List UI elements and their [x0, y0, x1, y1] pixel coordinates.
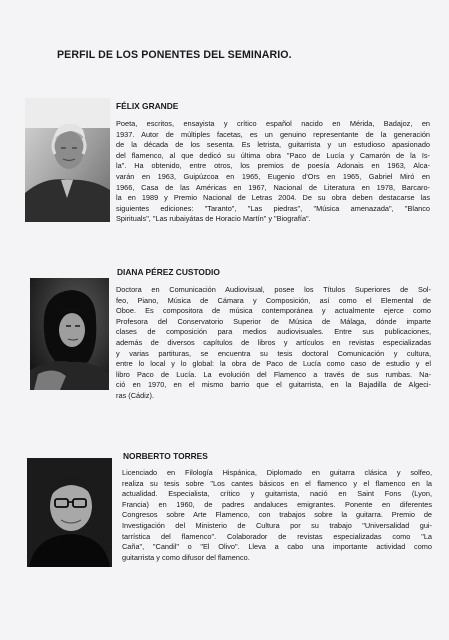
bio-line: Congresos sobre Arte Flamenco, con trabajos sobre la guitarra. Premio de [122, 510, 432, 520]
bio-line: de la década de los sesenta. Es letrista, guitarrista y un estudioso apasionado [116, 140, 430, 150]
bio-line: entre lo local y lo global: la obra de Paco de Lucía como caso de estudio y el [116, 359, 431, 369]
bio-line: realiza su tesis sobre "Los cantes básicos en el flamenco y el flamenco en la [122, 478, 432, 488]
speaker-name: NORBERTO TORRES [123, 451, 208, 461]
bio-line: ció en 1970, en el mismo barrio que el guitarrista, en la Bajadilla de Algeci- [116, 380, 431, 390]
bio-line: Spirituals", "Las rubaiyátas de Horacio Martín" y "Biografía". [116, 214, 311, 224]
bio-line: además de diversos capítulos de libros y artículos en revistas especializadas [116, 337, 431, 347]
bio-line: Oboe. Es compositora de música contemporánea y actualmente ejerce como [116, 306, 431, 316]
speaker-bio [122, 468, 432, 563]
bio-line: clases de composición para medios audiovisuales. Entre sus publicaciones, [116, 327, 431, 337]
bio-line: Poeta, escritos, ensayista y crítico español nacido en Mérida, Badajoz, en [116, 119, 430, 128]
page-title: PERFIL DE LOS PONENTES DEL SEMINARIO. [57, 49, 292, 61]
bio-line: tarrística del flamenco". Colaborador de revistas especializadas como "La [122, 531, 432, 541]
bio-line: Investigación del Ministerio de Cultura por su trabajo "Universalidad gui- [122, 520, 432, 530]
bio-line: 1966, Casa de las Américas en 1967, Nacional de Literatura en 1978, Barcaro- [116, 182, 430, 192]
bio-line: la en 1989 y Premio Nacional de Letras 2004. De su obra deben destacarse las [116, 193, 430, 203]
speaker-photo-felix-grande [25, 98, 110, 222]
bio-line: varán en 1963, Guipúzcoa en 1965, Eugenio d'Ors en 1965, Gabriel Miró en [116, 171, 430, 181]
speaker-name: FÉLIX GRANDE [116, 101, 179, 111]
bio-line: Doctora en Comunicación Audiovisual, posee los Títulos Superiores de Sol- [116, 285, 431, 294]
speaker-photo-norberto-torres [27, 458, 112, 567]
speaker-bio [116, 285, 431, 402]
bio-line: Caña", "Candil" o "El Olivo". Lleva a cabo una importante actividad como [122, 542, 432, 552]
portrait-photo-icon [30, 278, 109, 390]
bio-line: guitarrista y como difusor del flamenco. [122, 552, 250, 562]
portrait-photo-icon [27, 458, 112, 567]
bio-line: Licenciado en Filología Hispánica, Diplomado en guitarra clásica y solfeo, [122, 468, 432, 477]
bio-line: siguientes ediciones: "Taranto", "Las piedras", "Música amenazada", "Blanco [116, 203, 430, 213]
speaker-bio [116, 119, 430, 225]
bio-line: feo, Piano, Música de Cámara y Composición, así como el Elemental de [116, 295, 431, 305]
bio-line: Profesora del Conservatorio Superior de Música de Málaga, dónde imparte [116, 316, 431, 326]
bio-line: ras (Cádiz). [116, 390, 154, 400]
bio-line: 1937. Autor de múltiples facetas, es un genuino representante de la generación [116, 129, 430, 139]
speaker-photo-diana-perez-custodio [30, 278, 109, 390]
speaker-name: DIANA PÉREZ CUSTODIO [117, 267, 220, 277]
bio-line: y varias partituras, se encuentra su tesis doctoral Comunicación y cultura, [116, 348, 431, 358]
bio-line: libro Paco de Lucía. La evolución del Flamenco a través de sus rumbas. Na- [116, 369, 431, 379]
bio-line: actualidad. Especialista, crítico y guitarrista, nació en Saint Fons (Lyon, [122, 489, 432, 499]
bio-line: la". Ha obtenido, entre otros, los premios de poesía Adonais en 1963, Alca- [116, 161, 430, 171]
bio-line: Francia) en 1960, de padres andaluces emigrantes. Ponente en diferentes [122, 499, 432, 509]
bio-line: del flamenco, al que dedicó su última obra "Paco de Lucía y Camarón de la Is- [116, 150, 430, 160]
portrait-photo-icon [25, 98, 110, 222]
